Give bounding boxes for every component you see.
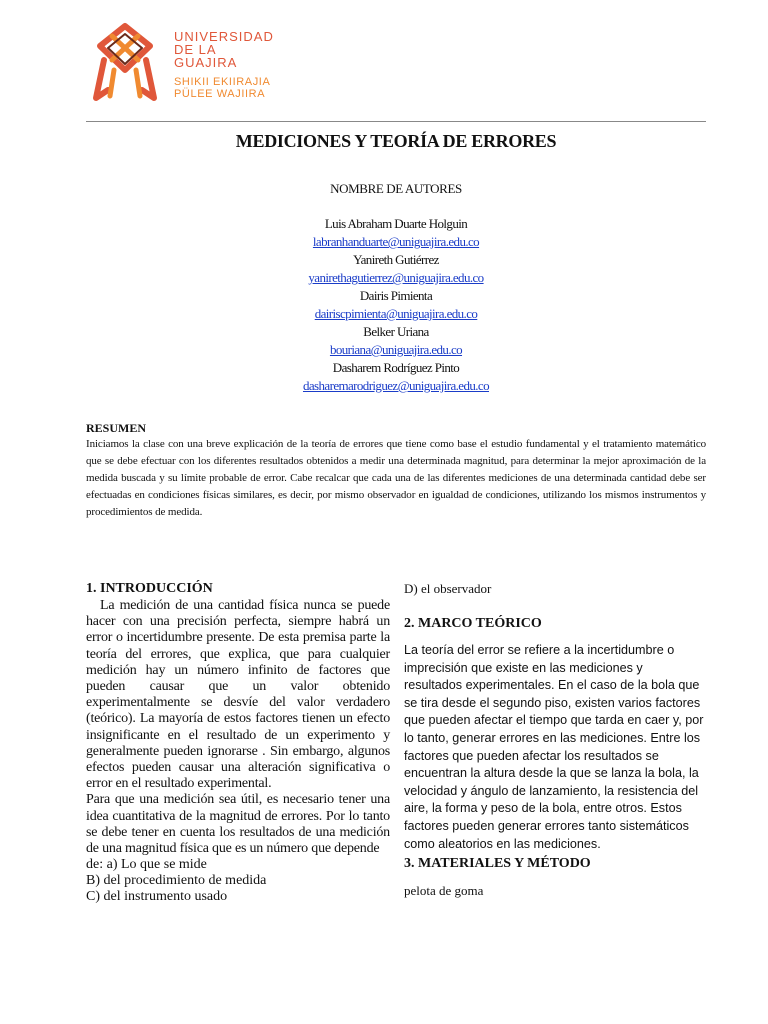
- left-column: [86, 580, 390, 905]
- author-email-link[interactable]: bouriana@uniguajira.edu.co: [329, 342, 463, 357]
- abstract-section: [86, 421, 706, 521]
- university-wayuu-line2: PÜLEE WAJIIRA: [174, 88, 266, 100]
- author-name: Dairis Pimienta: [359, 288, 433, 303]
- author-name: Dasharem Rodríguez Pinto: [332, 360, 460, 375]
- header-divider: [86, 121, 706, 122]
- university-name-line2: DE LA GUAJIRA: [174, 42, 238, 70]
- intro-paragraph-2: Para que una medición sea útil, es necesario tener una idea cuantitativa de la magnitud de errores. Por lo tanto se debe tener en cuenta los resultados de una medición de una magnitud física que es un número que depende: [86, 792, 390, 857]
- materiales-text: pelota de goma: [404, 883, 484, 899]
- university-name-line1: UNIVERSIDAD: [174, 29, 274, 44]
- list-item: D) el observador: [404, 581, 492, 596]
- author-email-link[interactable]: dasharemarodriguez@uniguajira.edu.co: [302, 378, 489, 393]
- authors-heading: NOMBRE DE AUTORES: [330, 181, 462, 196]
- paper-title: MEDICIONES Y TEORÍA DE ERRORES: [235, 131, 557, 151]
- abstract-heading: RESUMEN: [86, 421, 147, 435]
- author-list: [0, 215, 768, 395]
- section-heading-materiales: 3. MATERIALES Y MÉTODO: [404, 856, 591, 872]
- marco-teorico-text: La teoría del error se refiere a la incertidumbre o imprecisión que existe en las mediciones y resultados experimentales. En el caso de la bola que se tira desde el segundo piso, existen varios factores que pueden afectar el tiempo que tarda en caer y, por lo tanto, generar errores en las mediciones. Entre los factores que pueden afectar los resultados se encuentran la altura desde la que se lanza la bola, la velocidad y ángulo de lanzamiento, la resistencia del aire, la forma y peso de la bola, entre otros. Estos factores pueden generar errores tanto sistemáticos como aleatorios en las mediciones.: [404, 643, 704, 851]
- university-name: [174, 30, 274, 100]
- section-heading-introduction: 1. INTRODUCCIÓN: [86, 581, 213, 596]
- list-item: C) del instrumento usado: [86, 889, 228, 905]
- university-wayuu-line1: SHIKII EKIIRAJIA: [174, 76, 271, 88]
- university-knot-emblem-icon: [90, 20, 160, 104]
- section-heading-marco-teorico: 2. MARCO TEÓRICO: [404, 616, 542, 631]
- author-name: Luis Abraham Duarte Holguin: [324, 216, 468, 231]
- abstract-text: Iniciamos la clase con una breve explicación de la teoría de errores que tiene como base el estudio fundamental y el tratamiento matemático que se debe efectuar con los diferentes resultados obtenidos a medir una determinada magnitud, para determinar la mejor aproximación de la medida buscada y su límite probable de error. Cabe recalcar que cada una de las diferentes mediciones de una determinada cantidad debe ser efectuadas en condiciones físicas similares, es decir, por mismo observador en igualdad de condiciones, utilizando los mismos instrumentos y procedimientos de medida.: [86, 438, 706, 518]
- right-column: [404, 580, 704, 899]
- author-email-link[interactable]: yanirethagutierrez@uniguajira.edu.co: [308, 270, 484, 285]
- author-email-link[interactable]: labranhanduarte@uniguajira.edu.co: [312, 234, 480, 249]
- university-logo: [90, 20, 274, 104]
- list-item: B) del procedimiento de medida: [86, 873, 267, 889]
- intro-factor-list: [86, 857, 390, 905]
- list-item: de: a) Lo que se mide: [86, 857, 207, 873]
- author-email-link[interactable]: dairiscpimienta@uniguajira.edu.co: [314, 306, 478, 321]
- intro-paragraph-1: La medición de una cantidad física nunca se puede hacer con una precisión perfecta, siempre habrá un error o incertidumbre presente. De esta premisa parte la teoría del errores, que explica, que para cualquier medición hay un número infinito de factores que pueden causar que un valor obtenido experimentalmente se desvíe del valor verdadero (teórico). La mayoría de estos factores tienen un efecto insignificante en el resultado de un experimento y generalmente pueden ignorarse . Sin embargo, algunos efectos pueden causar una alteración significativa o error en el resultado experimental.: [86, 598, 390, 792]
- author-name: Belker Uriana: [363, 324, 429, 339]
- author-name: Yanireth Gutiérrez: [353, 252, 439, 267]
